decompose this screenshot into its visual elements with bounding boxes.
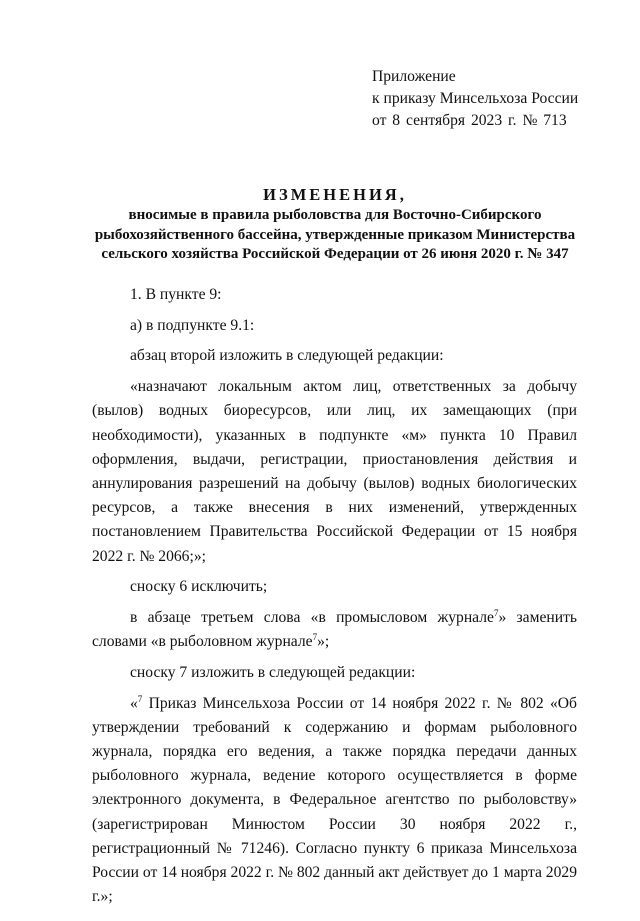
annex-header: [372, 66, 578, 132]
paragraph-6-text-b: » заменить словами «в рыболовном журнале: [92, 608, 578, 651]
document-title: ИЗМЕНЕНИЯ,: [263, 185, 407, 204]
annex-line-3: от 8 сентября 2023 г. № 713: [372, 112, 567, 129]
paragraph-8-text: Приказ Минсельхоза России от 14 ноября 2022 г. № 802 «Об утверждении требований к содержанию и формам рыболовного журнала, порядка его ведения, а также порядка передачи данных рыболовного журнала, ведение которого осуществляется в форме электронного документа, в Федеральное агентство по рыболовству» (зарегистрирован Минюстом России 30 ноября 2022 г., регистрационный № 71246). Согласно пункту 6 приказа Минсельхоза России от 14 ноября 2022 г. № 802 данный акт действует до 1 марта 2029 г.»;: [92, 694, 577, 906]
paragraph-4: «назначают локальным актом лиц, ответственных за добычу (вылов) водных биоресурсов, или лиц, их замещающих (при необходимости), указанных в подпункте «м» пункта 10 Правил оформления, выдачи, регистрации, приостановления действия и аннулирования разрешений на добычу (вылов) водных биологических ресурсов, а также внесения в них изменений, утвержденных постановлением Правительства Российской Федерации от 15 ноября 2022 г. № 2066;»;: [92, 378, 577, 565]
paragraph-1: 1. В пункте 9:: [130, 286, 222, 303]
paragraph-8-quote: «: [130, 694, 138, 712]
paragraph-6-text-a: в абзаце третьем слова «в промысловом журнале: [130, 608, 494, 626]
annex-line-2: к приказу Минсельхоза России: [372, 90, 579, 107]
document-body: [92, 283, 577, 916]
annex-line-1: Приложение: [372, 68, 456, 85]
paragraph-5: сноску 6 исключить;: [130, 578, 268, 596]
document-title-block: [60, 184, 610, 265]
paragraph-3: абзац второй изложить в следующей редакции:: [130, 347, 444, 365]
document-subtitle-line-3: сельского хозяйства Российской Федерации от 26 июня 2020 г. № 347: [101, 246, 569, 262]
footnote-mark-7: 7: [137, 693, 143, 704]
paragraph-8: [92, 692, 577, 910]
document-subtitle-line-1: вносимые в правила рыболовства для Восточно-Сибирского: [128, 207, 542, 223]
paragraph-6-text-c: »;: [317, 633, 330, 651]
document-subtitle-line-2: рыбохозяйственного бассейна, утвержденные приказом Министерства: [94, 226, 576, 243]
footnote-ref-7b: 7: [312, 631, 318, 642]
paragraph-6: [92, 606, 577, 654]
paragraph-2: а) в подпункте 9.1:: [130, 316, 255, 334]
paragraph-7: сноску 7 изложить в следующей редакции:: [130, 663, 416, 681]
footnote-ref-7a: 7: [493, 607, 499, 618]
